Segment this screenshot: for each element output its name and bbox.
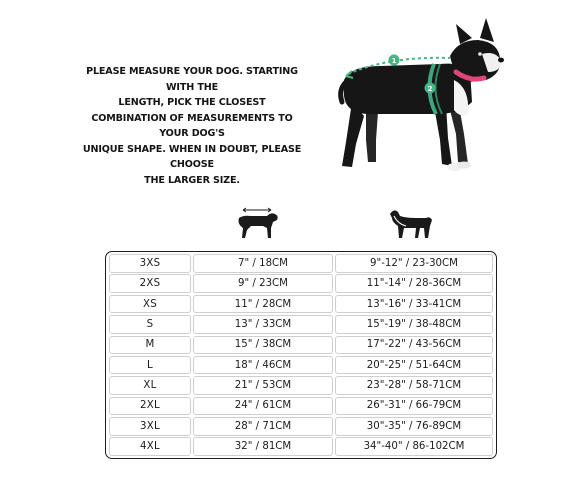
girth-cell: 13"-16" / 33-41CM (335, 295, 493, 314)
size-chart-table (105, 251, 497, 459)
size-cell: 2XS (109, 274, 191, 293)
size-cell: XL (109, 376, 191, 395)
size-cell: S (109, 315, 191, 334)
girth-marker-label: 2 (427, 85, 433, 93)
length-cell: 11" / 28CM (193, 295, 333, 314)
instruction-line: COMBINATION OF MEASUREMENTS TO YOUR DOG'S (91, 112, 293, 139)
dog-wearing-harness-illustration (330, 10, 510, 180)
table-row (108, 397, 494, 416)
girth-cell: 20"-25" / 51-64CM (335, 356, 493, 375)
length-cell: 15" / 38CM (193, 336, 333, 355)
size-cell: XS (109, 295, 191, 314)
length-cell: 13" / 33CM (193, 315, 333, 334)
girth-cell: 34"-40" / 86-102CM (335, 437, 493, 456)
table-row (108, 356, 494, 375)
instruction-line: PLEASE MEASURE YOUR DOG. STARTING WITH THE (86, 66, 298, 93)
dog-girth-measure-icon (386, 202, 434, 242)
girth-cell: 26"-31" / 66-79CM (335, 397, 493, 416)
length-cell: 7" / 18CM (193, 254, 333, 273)
table-row (108, 336, 494, 355)
girth-cell: 30"-35" / 76-89CM (335, 417, 493, 436)
table-row (108, 417, 494, 436)
size-cell: 3XS (109, 254, 191, 273)
instruction-line: THE LARGER SIZE. (144, 174, 240, 186)
table-row (108, 274, 494, 293)
length-cell: 28" / 71CM (193, 417, 333, 436)
instruction-line: UNIQUE SHAPE. WHEN IN DOUBT, PLEASE CHOOSE (82, 143, 302, 170)
length-marker-label: 1 (391, 57, 397, 65)
measurement-instructions (82, 64, 302, 188)
length-cell: 9" / 23CM (193, 274, 333, 293)
girth-cell: 17"-22" / 43-56CM (335, 336, 493, 355)
table-row (108, 376, 494, 395)
table-row (108, 315, 494, 334)
length-cell: 21" / 53CM (193, 376, 333, 395)
table-row (108, 254, 494, 273)
size-cell: M (109, 336, 191, 355)
girth-cell: 23"-28" / 58-71CM (335, 376, 493, 395)
length-cell: 32" / 81CM (193, 437, 333, 456)
length-cell: 18" / 46CM (193, 356, 333, 375)
dog-length-measure-icon (233, 202, 281, 242)
instruction-line: LENGTH, PICK THE CLOSEST (118, 97, 266, 108)
size-cell: 2XL (109, 397, 191, 416)
table-row (108, 437, 494, 456)
size-cell: 4XL (109, 437, 191, 456)
size-cell: L (109, 356, 191, 375)
length-cell: 24" / 61CM (193, 397, 333, 416)
table-row (108, 295, 494, 314)
size-cell: 3XL (109, 417, 191, 436)
girth-cell: 11"-14" / 28-36CM (335, 274, 493, 293)
girth-cell: 15"-19" / 38-48CM (335, 315, 493, 334)
girth-cell: 9"-12" / 23-30CM (335, 254, 493, 273)
